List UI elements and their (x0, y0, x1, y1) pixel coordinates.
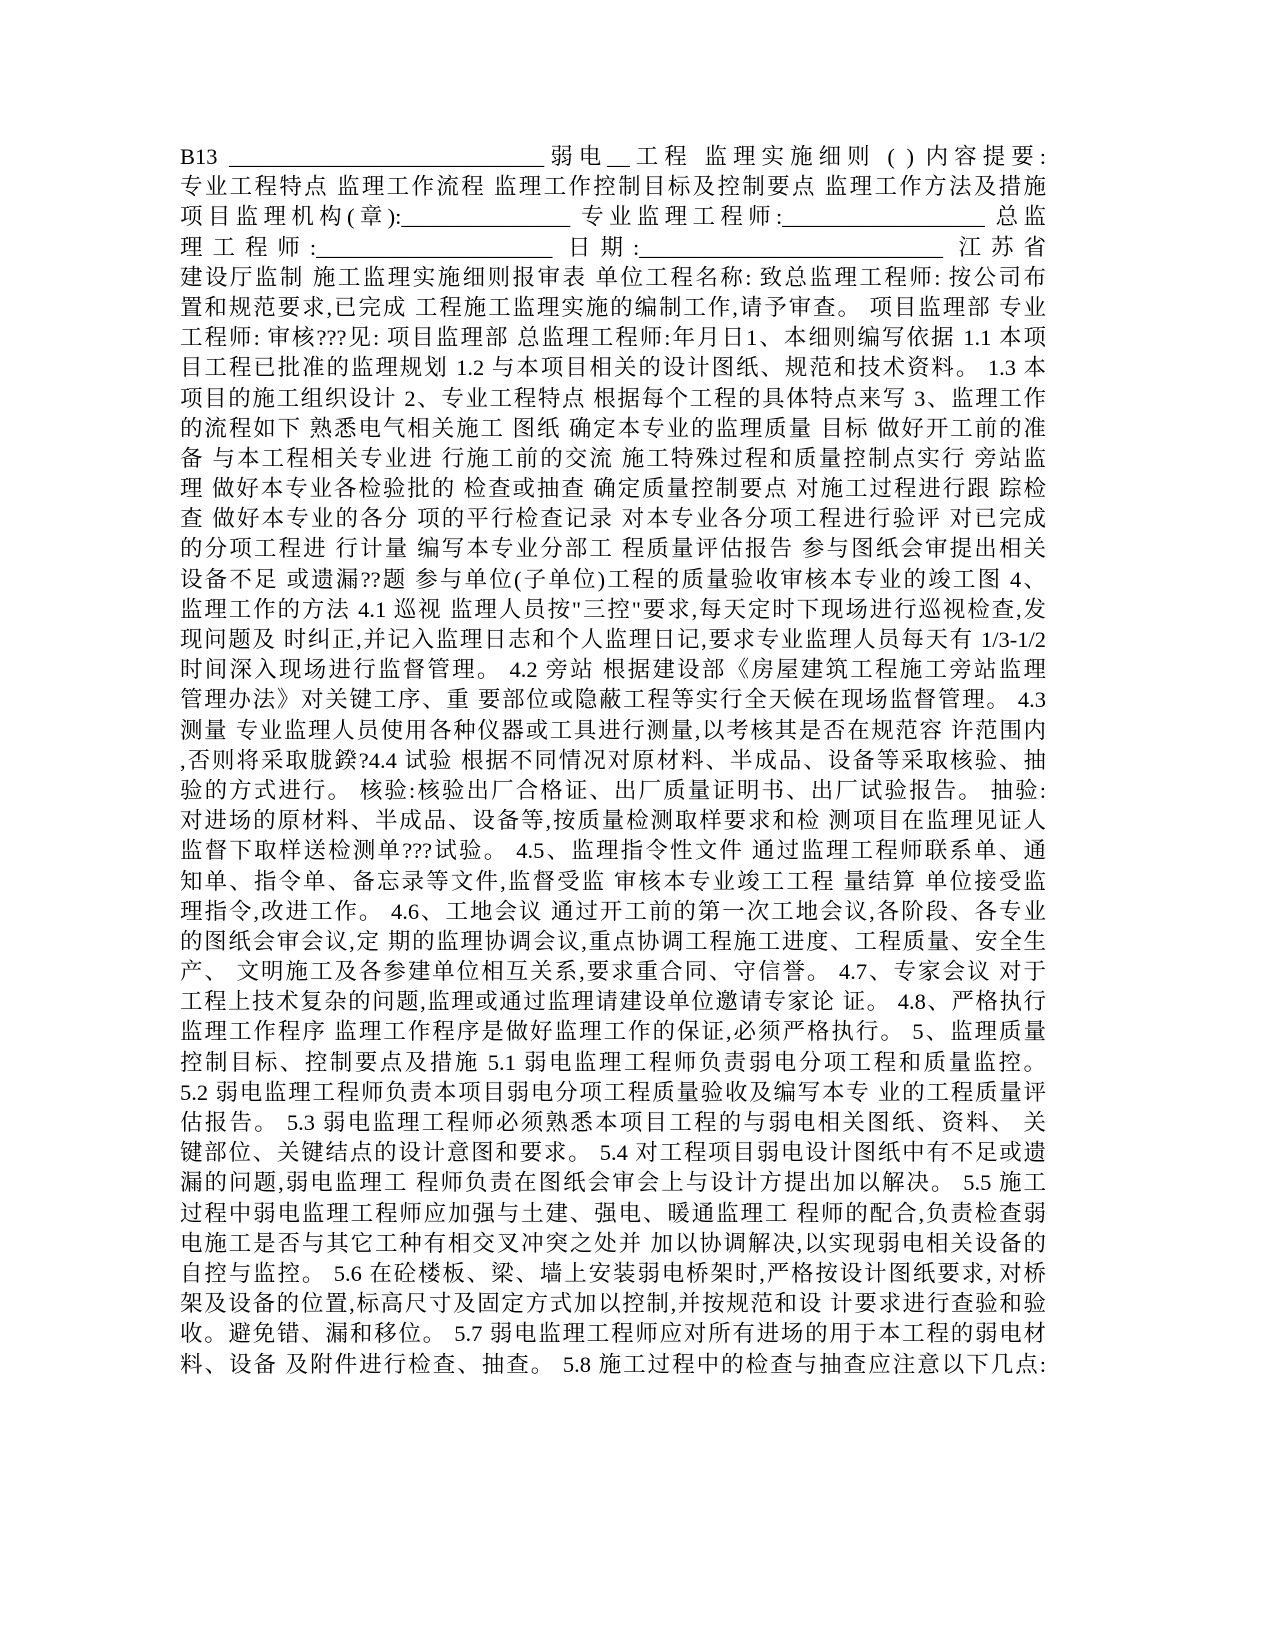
body-text-line: 的图纸会审会议,定 期的监理协调会议,重点协调工程施工进度、工程质量、安全生 (180, 928, 1046, 954)
body-text-line: 监理工作程序 监理工作程序是做好监理工作的保证,必须严格执行。 5、监理质量 (180, 1019, 1046, 1045)
body-text-line: 目工程已批准的监理规划 1.2 与本项目相关的设计图纸、规范和技术资料。 1.3 本 (180, 355, 1046, 381)
body-text-line: 过程中弱电监理工程师应加强与土建、强电、暖通监理工 程师的配合,负责检查弱 (180, 1200, 1046, 1226)
body-text-line: 收。避免错、漏和移位。 5.7 弱电监理工程师应对所有进场的用于本工程的弱电材 (180, 1321, 1046, 1347)
body-text-line: 查 做好本专业的各分 项的平行检查记录 对本专业各分项工程进行验评 对已完成 (180, 506, 1046, 532)
body-text-line: 产、 文明施工及各参建单位相互关系,要求重合同、守信誉。 4.7、专家会议 对于 (180, 959, 1046, 985)
body-text-line: 的分项工程进 行计量 编写本专业分部工 程质量评估报告 参与图纸会审提出相关 (180, 536, 1046, 562)
body-text-line: 备 与本工程相关专业进 行施工前的交流 施工特殊过程和质量控制点实行 旁站监 (180, 445, 1046, 471)
body-text-line: 验的方式进行。 核验:核验出厂合格证、出厂质量证明书、出厂试验报告。 抽验: (180, 777, 1046, 803)
body-text-line: 的流程如下 熟悉电气相关施工 图纸 确定本专业的监理质量 目标 做好开工前的准 (180, 415, 1046, 441)
body-text-line: 监理工作的方法 4.1 巡视 监理人员按"三控"要求,每天定时下现场进行巡视检查,发 (180, 596, 1046, 622)
body-text-line: 工程上技术复杂的问题,监理或通过监理请建设单位邀请专家论 证。 4.8、严格执行 (180, 989, 1046, 1015)
body-text-line: 工程师: 审核???见: 项目监理部 总监理工程师:年月日1、本细则编写依据 1.1 本项 (180, 325, 1046, 351)
body-text-line: 测量 专业监理人员使用各种仪器或工具进行测量,以考核其是否在规范容 许范围内 (180, 717, 1046, 743)
body-text-line: 项目的施工组织设计 2、专业工程特点 根据每个工程的具体特点来写 3、监理工作 (180, 385, 1046, 411)
body-text-line: B13 ____________________________弱电__工程 监理实施细则 ( ) 内容提要: (180, 144, 1046, 169)
body-text-line: 理指令,改进工作。 4.6、工地会议 通过开工前的第一次工地会议,各阶段、各专业 (180, 898, 1046, 924)
body-text-line: 控制目标、控制要点及措施 5.1 弱电监理工程师负责弱电分项工程和质量监控。 (180, 1049, 1046, 1075)
body-text-line: 专业工程特点 监理工作流程 监理工作控制目标及控制要点 监理工作方法及措施 (180, 174, 1046, 200)
body-text-line: 理工程师:_____________________ 日期:___________________________ 江苏省 (180, 234, 1046, 260)
body-text-line: 料、设备 及附件进行检查、抽查。 5.8 施工过程中的检查与抽查应注意以下几点: (180, 1351, 1046, 1377)
body-text-line: 对进场的原材料、半成品、设备等,按质量检测取样要求和检 测项目在监理见证人 (180, 808, 1046, 834)
body-text-line: 项目监理机构(章):_______________ 专业监理工程师:__________________ 总监 (180, 204, 1046, 230)
body-text-line: 管理办法》对关键工序、重 要部位或隐蔽工程等实行全天候在现场监督管理。 4.3 (180, 687, 1046, 713)
body-text-line: 漏的问题,弱电监理工 程师负责在图纸会审会上与设计方提出加以解决。 5.5 施工 (180, 1170, 1046, 1196)
body-text-line: ,否则将采取胧鍨?4.4 试验 根据不同情况对原材料、半成品、设备等采取核验、抽 (180, 747, 1046, 773)
body-text-line: 5.2 弱电监理工程师负责本项目弱电分项工程质量验收及编写本专 业的工程质量评 (180, 1079, 1046, 1105)
body-text-line: 理 做好本专业各检验批的 检查或抽查 确定质量控制要点 对施工过程进行跟 踪检 (180, 476, 1046, 502)
document-page (180, 142, 1046, 1380)
body-text-line: 架及设备的位置,标高尺寸及固定方式加以控制,并按规范和设 计要求进行查验和验 (180, 1291, 1046, 1317)
body-text-line: 现问题及 时纠正,并记入监理日志和个人监理日记,要求专业监理人员每天有 1/3-1/2 (180, 627, 1046, 652)
body-text-line: 建设厅监制 施工监理实施细则报审表 单位工程名称: 致总监理工程师: 按公司布 (180, 264, 1046, 290)
body-text-line: 估报告。 5.3 弱电监理工程师必须熟悉本项目工程的与弱电相关图纸、资料、 关 (180, 1110, 1046, 1135)
body-text-line: 监督下取样送检测单???试验。 4.5、监理指令性文件 通过监理工程师联系单、通 (180, 838, 1046, 864)
body-text-line: 设备不足 或遗漏??题 参与单位(子单位)工程的质量验收审核本专业的竣工图 4、 (180, 566, 1046, 592)
body-text-line: 键部位、关键结点的设计意图和要求。 5.4 对工程项目弱电设计图纸中有不足或遗 (180, 1140, 1046, 1166)
body-text-line: 时间深入现场进行监督管理。 4.2 旁站 根据建设部《房屋建筑工程施工旁站监理 (180, 657, 1046, 683)
body-text-line: 自控与监控。 5.6 在砼楼板、梁、墙上安装弱电桥架时,严格按设计图纸要求, 对桥 (180, 1260, 1046, 1286)
body-text-line: 知单、指令单、备忘录等文件,监督受监 审核本专业竣工工程 量结算 单位接受监 (180, 868, 1046, 894)
body-text-line: 电施工是否与其它工种有相交叉冲突之处并 加以协调解决,以实现弱电相关设备的 (180, 1230, 1046, 1256)
body-text-line: 置和规范要求,已完成 工程施工监理实施的编制工作,请予审查。 项目监理部 专业 (180, 294, 1046, 320)
